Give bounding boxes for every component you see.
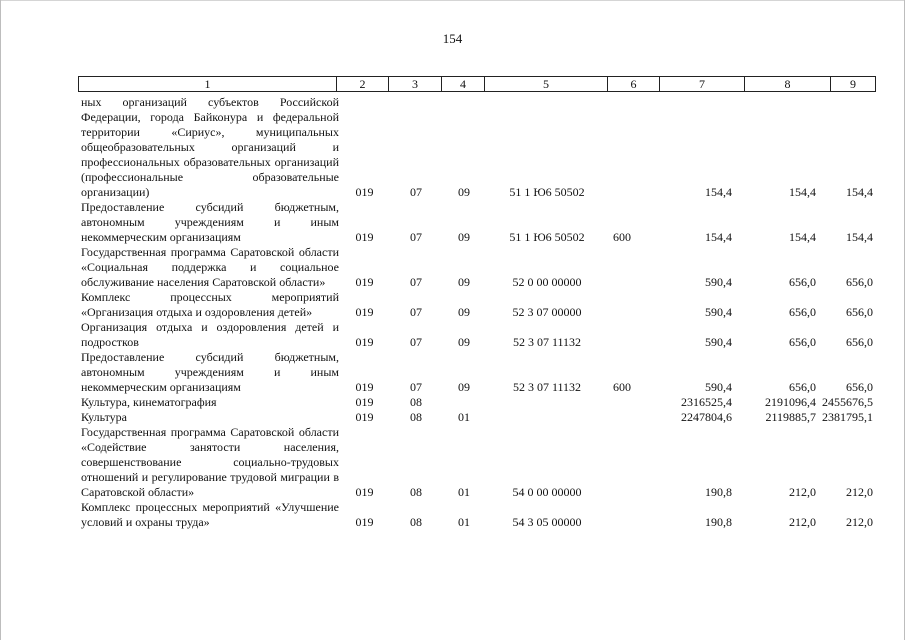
cell-expense-type: 600 [613,380,631,394]
table-row [81,290,873,320]
table-row [81,245,873,290]
row-name: ных организаций субъектов Российской Федерации, города Байконура и федеральной территории «Сириус», муниципальных общеобразовательных организаций и профессиональных образовательных организаций (профессиональные образовательные организации) [81,95,339,199]
cell-ministry: 019 [355,515,374,529]
cell-amount-year-1: 190,8 [705,515,732,529]
table-row [81,95,873,200]
cell-target-article: 51 1 Ю6 50502 [509,185,585,199]
row-name: Организация отдыха и оздоровления детей и подростков [81,320,339,349]
cell-section: 07 [410,335,422,349]
table-body [81,95,873,530]
table-row [81,320,873,350]
cell-target-article: 54 0 00 00000 [512,485,582,499]
table-row [81,425,873,500]
cell-amount-year-1: 190,8 [705,485,732,499]
cell-amount-year-2: 212,0 [789,515,816,529]
page-number: 154 [442,31,463,46]
table-row [81,500,873,530]
cell-subsection: 01 [458,410,470,424]
cell-amount-year-1: 154,4 [705,185,732,199]
cell-section: 07 [410,230,422,244]
cell-amount-year-1: 2247804,6 [681,410,732,424]
table-row [81,200,873,245]
cell-target-article: 52 3 07 11132 [512,380,582,394]
cell-subsection: 09 [458,185,470,199]
row-name: Предоставление субсидий бюджетным, автономным учреждениям и иным некоммерческим организациям [81,350,339,394]
cell-target-article: 54 3 05 00000 [512,515,582,529]
cell-subsection: 09 [458,380,470,394]
header-col-9: 9 [850,77,856,91]
cell-ministry: 019 [355,305,374,319]
cell-section: 08 [410,515,422,529]
row-name: Предоставление субсидий бюджетным, автономным учреждениям и иным некоммерческим организациям [81,200,339,244]
cell-subsection: 09 [458,335,470,349]
cell-amount-year-3: 154,4 [846,185,873,199]
cell-ministry: 019 [355,380,374,394]
cell-amount-year-1: 590,4 [705,380,732,394]
cell-amount-year-3: 656,0 [846,275,873,289]
cell-amount-year-1: 154,4 [705,230,732,244]
page-border-left [0,0,1,640]
cell-ministry: 019 [355,335,374,349]
cell-amount-year-3: 656,0 [846,380,873,394]
cell-target-article: 52 3 07 11132 [512,335,582,349]
header-col-2: 2 [337,77,389,91]
cell-subsection: 09 [458,230,470,244]
cell-amount-year-2: 212,0 [789,485,816,499]
cell-amount-year-1: 590,4 [705,335,732,349]
cell-amount-year-1: 590,4 [705,305,732,319]
cell-subsection: 01 [458,515,470,529]
cell-amount-year-3: 2381795,1 [822,410,873,424]
cell-target-article: 52 3 07 00000 [512,305,582,319]
cell-amount-year-1: 590,4 [705,275,732,289]
cell-amount-year-2: 656,0 [789,335,816,349]
cell-ministry: 019 [355,410,374,424]
cell-ministry: 019 [355,275,374,289]
cell-section: 07 [410,185,422,199]
cell-amount-year-2: 154,4 [789,185,816,199]
cell-amount-year-1: 2316525,4 [681,395,732,409]
table-row [81,395,873,410]
cell-amount-year-2: 2119885,7 [765,410,816,424]
cell-target-article: 51 1 Ю6 50502 [509,230,585,244]
cell-ministry: 019 [355,185,374,199]
cell-ministry: 019 [355,230,374,244]
cell-amount-year-3: 154,4 [846,230,873,244]
row-name: Комплекс процессных мероприятий «Улучшение условий и охраны труда» [81,500,339,529]
header-col-7: 7 [660,77,745,91]
page-border-top [0,0,905,1]
row-name: Культура, кинематография [81,395,217,409]
row-name: Государственная программа Саратовской области «Социальная поддержка и социальное обслуживание населения Саратовской области» [81,245,339,289]
table-header-row [78,76,876,92]
cell-section: 08 [410,485,422,499]
header-col-5: 5 [485,77,608,91]
header-col-8: 8 [745,77,831,91]
table-row [81,350,873,395]
header-col-1: 1 [79,77,337,91]
cell-section: 08 [410,410,422,424]
cell-section: 07 [410,380,422,394]
cell-amount-year-3: 656,0 [846,305,873,319]
cell-amount-year-2: 154,4 [789,230,816,244]
cell-amount-year-3: 212,0 [846,485,873,499]
cell-amount-year-2: 2191096,4 [765,395,816,409]
cell-subsection: 09 [458,305,470,319]
cell-amount-year-2: 656,0 [789,275,816,289]
table-row [81,410,873,425]
cell-ministry: 019 [355,485,374,499]
cell-ministry: 019 [355,395,374,409]
header-col-3: 3 [389,77,442,91]
header-col-4: 4 [442,77,485,91]
row-name: Комплекс процессных мероприятий «Организация отдыха и оздоровления детей» [81,290,339,319]
cell-amount-year-2: 656,0 [789,380,816,394]
cell-amount-year-3: 656,0 [846,335,873,349]
cell-amount-year-3: 2455676,5 [822,395,873,409]
cell-amount-year-3: 212,0 [846,515,873,529]
cell-amount-year-2: 656,0 [789,305,816,319]
cell-section: 08 [410,395,422,409]
row-name: Культура [81,410,127,424]
cell-expense-type: 600 [613,230,631,244]
cell-target-article: 52 0 00 00000 [512,275,582,289]
cell-section: 07 [410,305,422,319]
cell-subsection: 01 [458,485,470,499]
cell-section: 07 [410,275,422,289]
cell-subsection: 09 [458,275,470,289]
header-col-6: 6 [608,77,660,91]
row-name: Государственная программа Саратовской области «Содействие занятости населения, совершенствование социально-трудовых отношений и регулирование трудовой миграции в Саратовской области» [81,425,339,499]
